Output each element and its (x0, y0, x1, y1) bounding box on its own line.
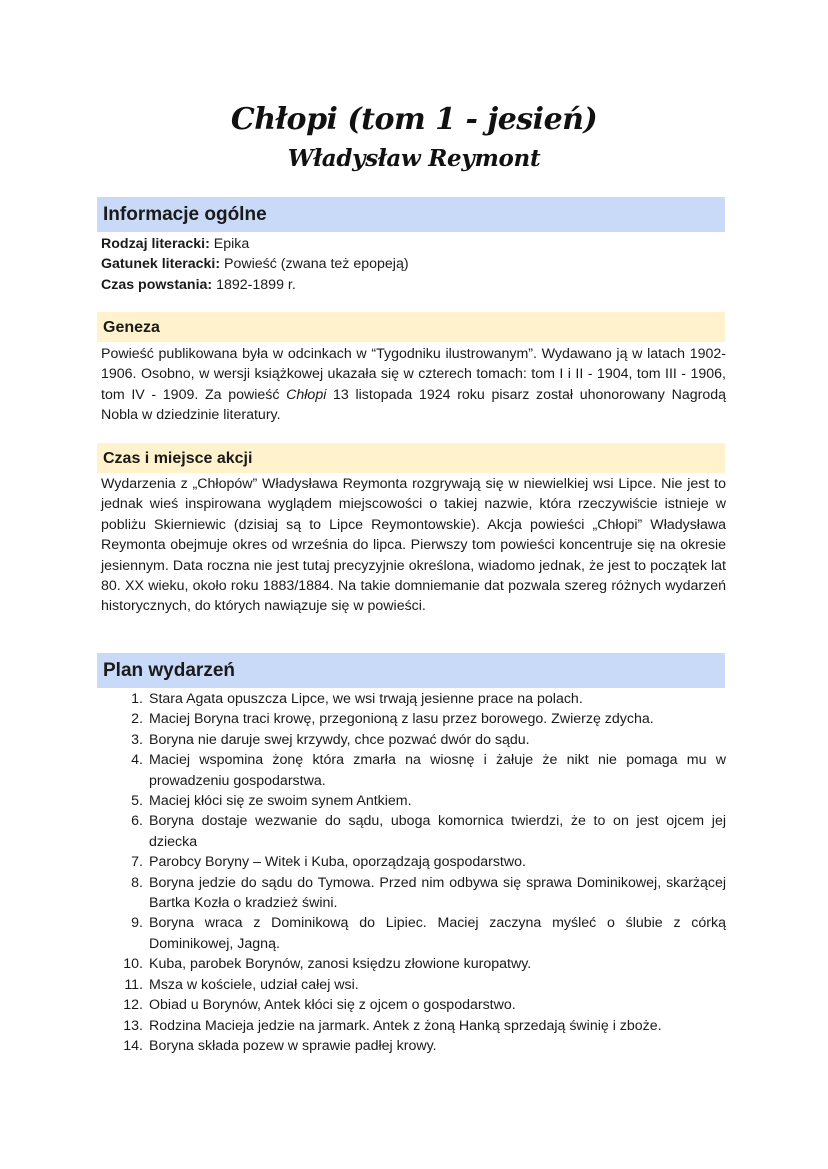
info-row-genre (101, 254, 726, 274)
item-number: 10. (123, 956, 143, 973)
item-number: 14. (123, 1037, 143, 1054)
item-number: 9. (131, 915, 143, 932)
list-item (101, 1036, 726, 1056)
item-number: 6. (131, 813, 143, 830)
item-number: 13. (123, 1017, 143, 1034)
item-text: Boryna jedzie do sądu do Tymowa. Przed nim odbywa się sprawa Dominikowej, skarżącej Bartka Kozła o kradzież świni. (149, 874, 726, 912)
list-item (101, 709, 726, 729)
geneza-text-end: 13 listopada 1924 roku pisarz został uhonorowany Nagrodą Nobla w dziedzinie literatury. (101, 386, 726, 424)
item-text: Obiad u Borynów, Antek kłóci się z ojcem o gospodarstwo. (149, 997, 516, 1014)
list-item (101, 873, 726, 914)
item-number: 3. (131, 731, 143, 748)
info-label: Rodzaj literacki: (101, 236, 210, 252)
item-text: Msza w kościele, udział całej wsi. (149, 976, 359, 993)
info-value: Epika (209, 236, 250, 252)
item-number: 5. (131, 793, 143, 810)
item-text: Maciej kłóci się ze swoim synem Antkiem. (149, 793, 412, 810)
section-heading-plan: Plan wydarzeń (97, 653, 725, 688)
geneza-text: Powieść publikowana była w odcinkach w “Tygodniku ilustrowanym”. Wydawano ją w latach 1902-1906. Osobno, w wersji książkowej ukazała się w czterech tomach: tom I i II - 1904, tom III - 1906, tom IV - 1909. Za powieść (101, 346, 726, 403)
item-text: Boryna dostaje wezwanie do sądu, uboga komornica twierdzi, że to on jest ojcem jej dziecka (149, 813, 726, 850)
list-item (101, 689, 726, 709)
list-item (101, 1016, 726, 1036)
item-text: Rodzina Macieja jedzie na jarmark. Antek z żoną Hanką sprzedają świnię i zboże. (149, 1017, 662, 1034)
item-text: Boryna nie daruje swej krzywdy, chce pozwać dwór do sądu. (149, 731, 530, 748)
document-author: Władysław Reymont (287, 145, 541, 172)
info-label: Gatunek literacki: (101, 256, 221, 273)
item-text: Boryna składa pozew w sprawie padłej krowy. (149, 1037, 437, 1054)
section-heading-czas: Czas i miejsce akcji (97, 443, 725, 473)
list-item (101, 811, 726, 852)
list-item (101, 750, 726, 791)
document-title: Chłopi (tom 1 - jesień) (230, 102, 598, 137)
list-item (101, 975, 726, 995)
list-item (101, 791, 726, 811)
item-number: 4. (131, 752, 143, 769)
czas-paragraph: Wydarzenia z „Chłopów” Władysława Reymonta rozgrywają się w niewielkiej wsi Lipce. Nie jest to jednak wieś inspirowana wyglądem miejscowości o takiej nazwie, która rzeczywiście istnieje w pobliżu Skierniewic (dzisiaj są to Lipce Reymontowskie). Akcja powieści „Chłopi” Władysława Reymonta obejmuje okres od września do lipca. Pierwszy tom powieści koncentruje się na okresie jesiennym. Data roczna nie jest tutaj precyzyjnie określona, wiadomo jednak, że jest to początek lat 80. XX wieku, około roku 1883/1884. Na takie domniemanie dat pozwala szereg różnych wydarzeń historycznych, do których nawiązuje się w powieści. (101, 476, 726, 615)
item-text: Kuba, parobek Borynów, zanosi księdzu złowione kuropatwy. (149, 956, 532, 973)
geneza-book-title: Chłopi (286, 386, 327, 403)
item-text: Boryna wraca z Dominikową do Lipiec. Maciej zaczyna myśleć o ślubie z córką Dominikowej, Jagną. (149, 915, 726, 952)
item-number: 12. (123, 997, 143, 1014)
info-row-date (101, 275, 726, 295)
item-text: Stara Agata opuszcza Lipce, we wsi trwają jesienne prace na polach. (149, 691, 583, 707)
item-text: Maciej Boryna traci krowę, przegonioną z lasu przez borowego. Zwierzę zdycha. (149, 711, 654, 728)
list-item (101, 995, 726, 1015)
item-number: 1. (131, 691, 143, 707)
info-value: Powieść (zwana też epopeją) (220, 256, 409, 273)
info-label: Czas powstania: (101, 276, 213, 293)
item-number: 11. (124, 976, 143, 993)
section-heading-geneza: Geneza (97, 312, 725, 342)
item-text: Parobcy Boryny – Witek i Kuba, oporządzają gospodarstwo. (149, 854, 526, 871)
item-text: Maciej wspomina żonę która zmarła na wiosnę i żałuje że nikt nie pomaga mu w prowadzeniu gospodarstwa. (149, 752, 726, 789)
item-number: 7. (131, 854, 143, 871)
info-block (101, 234, 726, 295)
item-number: 8. (131, 874, 143, 891)
list-item (101, 913, 726, 954)
item-number: 2. (131, 711, 143, 728)
info-value: 1892-1899 r. (212, 276, 296, 293)
geneza-paragraph (101, 344, 726, 426)
plan-list (101, 689, 726, 1056)
list-item (101, 730, 726, 750)
info-row-genre-type (101, 234, 726, 254)
list-item (101, 852, 726, 872)
list-item (101, 954, 726, 974)
section-heading-info: Informacje ogólne (97, 197, 725, 232)
